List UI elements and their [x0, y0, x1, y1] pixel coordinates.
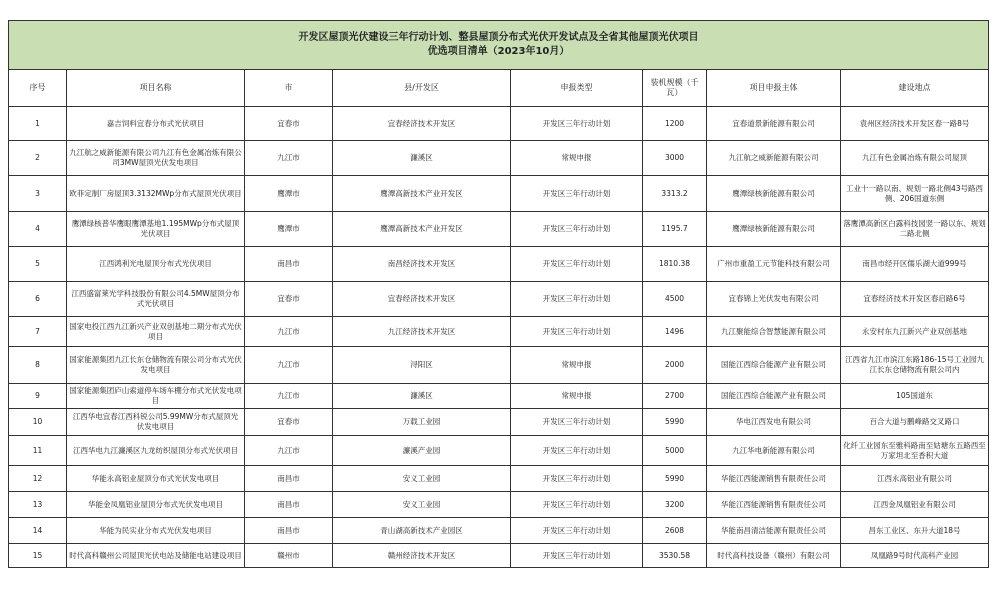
header-city: 市 [245, 70, 333, 107]
cell-no: 7 [9, 317, 67, 347]
cell-capacity: 4500 [643, 282, 707, 317]
cell-type: 常规申报 [511, 141, 643, 176]
cell-capacity: 3000 [643, 141, 707, 176]
table-row [9, 347, 989, 384]
cell-site: 永安村东九江新兴产业双创基地 [841, 317, 989, 347]
cell-entity: 九江航之威新能源有限公司 [707, 141, 841, 176]
cell-no: 9 [9, 384, 67, 409]
cell-no: 5 [9, 247, 67, 282]
cell-name: 江西盛富莱光学科技股份有限公司4.5MW屋顶分布式光伏项目 [67, 282, 245, 317]
title-cell [9, 21, 989, 70]
cell-city: 宜春市 [245, 107, 333, 141]
table-row [9, 466, 989, 492]
cell-name: 江西华电九江濂溪区九龙纺织屋顶分布式光伏项目 [67, 436, 245, 466]
header-site: 建设地点 [841, 70, 989, 107]
cell-city: 南昌市 [245, 247, 333, 282]
cell-site: 江西金凤凰铝业有限公司 [841, 492, 989, 518]
cell-type: 开发区三年行动计划 [511, 282, 643, 317]
cell-no: 8 [9, 347, 67, 384]
cell-capacity: 5990 [643, 409, 707, 436]
cell-name: 国家能源集团庐山索道停车场车棚分布式光伏发电项目 [67, 384, 245, 409]
cell-site: 落鹰潭高新区白露科技园竖一路以东、规划二路北侧 [841, 212, 989, 247]
header-type: 申报类型 [511, 70, 643, 107]
table-row [9, 317, 989, 347]
cell-type: 开发区三年行动计划 [511, 492, 643, 518]
cell-type: 开发区三年行动计划 [511, 107, 643, 141]
cell-capacity: 2700 [643, 384, 707, 409]
table-row [9, 107, 989, 141]
cell-type: 常规申报 [511, 347, 643, 384]
cell-no: 13 [9, 492, 67, 518]
cell-entity: 华电江西发电有限公司 [707, 409, 841, 436]
cell-capacity: 3200 [643, 492, 707, 518]
cell-entity: 鹰潭绿核新能源有限公司 [707, 212, 841, 247]
table-row [9, 212, 989, 247]
cell-county: 宜春经济技术开发区 [333, 282, 511, 317]
cell-site: 宜春经济技术开发区春启路6号 [841, 282, 989, 317]
cell-entity: 九江华电新能源有限公司 [707, 436, 841, 466]
table-row [9, 518, 989, 544]
cell-city: 鹰潭市 [245, 212, 333, 247]
cell-county: 安义工业园 [333, 492, 511, 518]
cell-type: 开发区三年行动计划 [511, 212, 643, 247]
cell-name: 时代高科赣州公司屋顶光伏电站及储能电站建设项目 [67, 544, 245, 568]
cell-name: 九江航之威新能源有限公司九江有色金属冶炼有限公司3MW屋顶光伏发电项目 [67, 141, 245, 176]
header-no: 序号 [9, 70, 67, 107]
cell-capacity: 1195.7 [643, 212, 707, 247]
title-row [9, 21, 989, 70]
cell-capacity: 2000 [643, 347, 707, 384]
title-line-2: 优选项目清单（2023年10月） [427, 46, 570, 57]
cell-name: 国家电投江西九江新兴产业双创基地二期分布式光伏项目 [67, 317, 245, 347]
cell-city: 南昌市 [245, 518, 333, 544]
cell-city: 九江市 [245, 141, 333, 176]
cell-city: 赣州市 [245, 544, 333, 568]
cell-county: 宜春经济技术开发区 [333, 107, 511, 141]
cell-county: 万载工业园 [333, 409, 511, 436]
cell-entity: 国能江西综合能源产业有限公司 [707, 347, 841, 384]
cell-county: 鹰潭高新技术产业开发区 [333, 212, 511, 247]
table-row [9, 282, 989, 317]
cell-type: 开发区三年行动计划 [511, 176, 643, 212]
cell-type: 开发区三年行动计划 [511, 518, 643, 544]
cell-capacity: 1496 [643, 317, 707, 347]
cell-type: 开发区三年行动计划 [511, 544, 643, 568]
cell-site: 百合大道与鹏峰路交叉路口 [841, 409, 989, 436]
cell-no: 12 [9, 466, 67, 492]
cell-site: 南昌市经开区儒乐湖大道999号 [841, 247, 989, 282]
cell-no: 14 [9, 518, 67, 544]
cell-county: 濂溪区 [333, 141, 511, 176]
cell-name: 嘉吉饲料宜春分布式光伏项目 [67, 107, 245, 141]
header-capacity: 装机规模（千瓦） [643, 70, 707, 107]
cell-no: 3 [9, 176, 67, 212]
cell-county: 浔阳区 [333, 347, 511, 384]
table-row [9, 544, 989, 568]
table-row [9, 384, 989, 409]
cell-site: 凤凰路9号时代高科产业园 [841, 544, 989, 568]
table-row [9, 247, 989, 282]
cell-site: 江西永高铝业有限公司 [841, 466, 989, 492]
cell-entity: 宜春道景新能源有限公司 [707, 107, 841, 141]
cell-city: 南昌市 [245, 492, 333, 518]
cell-site: 昌东工业区、东升大道18号 [841, 518, 989, 544]
cell-name: 江西鸿利光电屋顶分布式光伏项目 [67, 247, 245, 282]
cell-name: 国家能源集团九江长东仓储物流有限公司分布式光伏发电项目 [67, 347, 245, 384]
cell-site: 袁州区经济技术开发区春一路8号 [841, 107, 989, 141]
cell-no: 11 [9, 436, 67, 466]
table-body [9, 107, 989, 568]
cell-name: 华能金凤凰铝业屋顶分布式光伏发电项目 [67, 492, 245, 518]
cell-no: 1 [9, 107, 67, 141]
cell-capacity: 3530.58 [643, 544, 707, 568]
cell-city: 宜春市 [245, 409, 333, 436]
cell-capacity: 5000 [643, 436, 707, 466]
cell-type: 开发区三年行动计划 [511, 247, 643, 282]
cell-capacity: 3313.2 [643, 176, 707, 212]
cell-site: 九江有色金属冶炼有限公司屋顶 [841, 141, 989, 176]
cell-capacity: 1200 [643, 107, 707, 141]
cell-entity: 国能江西综合能源产业有限公司 [707, 384, 841, 409]
project-table [8, 20, 989, 568]
cell-no: 4 [9, 212, 67, 247]
table-row [9, 436, 989, 466]
cell-site: 化纤工业园东至雅科路南至姑塘东五路西至万家坦北至香积大道 [841, 436, 989, 466]
cell-city: 九江市 [245, 436, 333, 466]
cell-type: 开发区三年行动计划 [511, 317, 643, 347]
cell-site: 105国道东 [841, 384, 989, 409]
cell-entity: 华能江西能源销售有限责任公司 [707, 492, 841, 518]
cell-county: 安义工业园 [333, 466, 511, 492]
cell-no: 10 [9, 409, 67, 436]
cell-entity: 九江聚能综合智慧能源有限公司 [707, 317, 841, 347]
table-row [9, 176, 989, 212]
cell-name: 鹰潭绿核普华鹰眼鹰潭基地1.195MWp分布式屋顶光伏项目 [67, 212, 245, 247]
table-row [9, 141, 989, 176]
cell-city: 九江市 [245, 384, 333, 409]
cell-no: 15 [9, 544, 67, 568]
header-name: 项目名称 [67, 70, 245, 107]
cell-entity: 广州市重盈工元节能科技有限公司 [707, 247, 841, 282]
cell-site: 工业十一路以南、规划一路北侧43号路西侧、206国道东侧 [841, 176, 989, 212]
cell-county: 濂溪产业园 [333, 436, 511, 466]
cell-city: 九江市 [245, 317, 333, 347]
header-entity: 项目申报主体 [707, 70, 841, 107]
cell-city: 南昌市 [245, 466, 333, 492]
cell-entity: 宜春锦上光伏发电有限公司 [707, 282, 841, 317]
cell-site: 江西省九江市滨江东路186-15号工业园九江长东仓储物流有限公司内 [841, 347, 989, 384]
cell-name: 江西华电宜春江西科锐公司5.99MW分布式屋顶光伏发电项目 [67, 409, 245, 436]
cell-county: 九江经济技术开发区 [333, 317, 511, 347]
cell-city: 宜春市 [245, 282, 333, 317]
cell-county: 濂溪区 [333, 384, 511, 409]
header-county: 县/开发区 [333, 70, 511, 107]
title-line-1: 开发区屋顶光伏建设三年行动计划、整县屋顶分布式光伏开发试点及全省其他屋顶光伏项目 [298, 32, 699, 43]
cell-entity: 华能南昌清洁能源有限责任公司 [707, 518, 841, 544]
cell-city: 鹰潭市 [245, 176, 333, 212]
cell-county: 鹰潭高新技术产业开发区 [333, 176, 511, 212]
cell-type: 开发区三年行动计划 [511, 436, 643, 466]
cell-capacity: 1810.38 [643, 247, 707, 282]
cell-entity: 时代高科技设备（赣州）有限公司 [707, 544, 841, 568]
cell-name: 华能为民实业分布式光伏发电项目 [67, 518, 245, 544]
cell-type: 开发区三年行动计划 [511, 466, 643, 492]
cell-county: 赣州经济技术开发区 [333, 544, 511, 568]
cell-capacity: 2608 [643, 518, 707, 544]
cell-name: 华能永高铝业屋顶分布式光伏发电项目 [67, 466, 245, 492]
cell-no: 2 [9, 141, 67, 176]
cell-county: 南昌经济技术开发区 [333, 247, 511, 282]
cell-type: 常规申报 [511, 384, 643, 409]
cell-entity: 鹰潭绿核新能源有限公司 [707, 176, 841, 212]
table-row [9, 492, 989, 518]
cell-city: 九江市 [245, 347, 333, 384]
cell-capacity: 5990 [643, 466, 707, 492]
cell-no: 6 [9, 282, 67, 317]
cell-type: 开发区三年行动计划 [511, 409, 643, 436]
header-row [9, 70, 989, 107]
cell-county: 青山湖高新技术产业园区 [333, 518, 511, 544]
table-row [9, 409, 989, 436]
cell-name: 欧菲定制厂房屋顶3.3132MWp分布式屋顶光伏项目 [67, 176, 245, 212]
spreadsheet [8, 20, 988, 568]
cell-entity: 华能江西能源销售有限责任公司 [707, 466, 841, 492]
